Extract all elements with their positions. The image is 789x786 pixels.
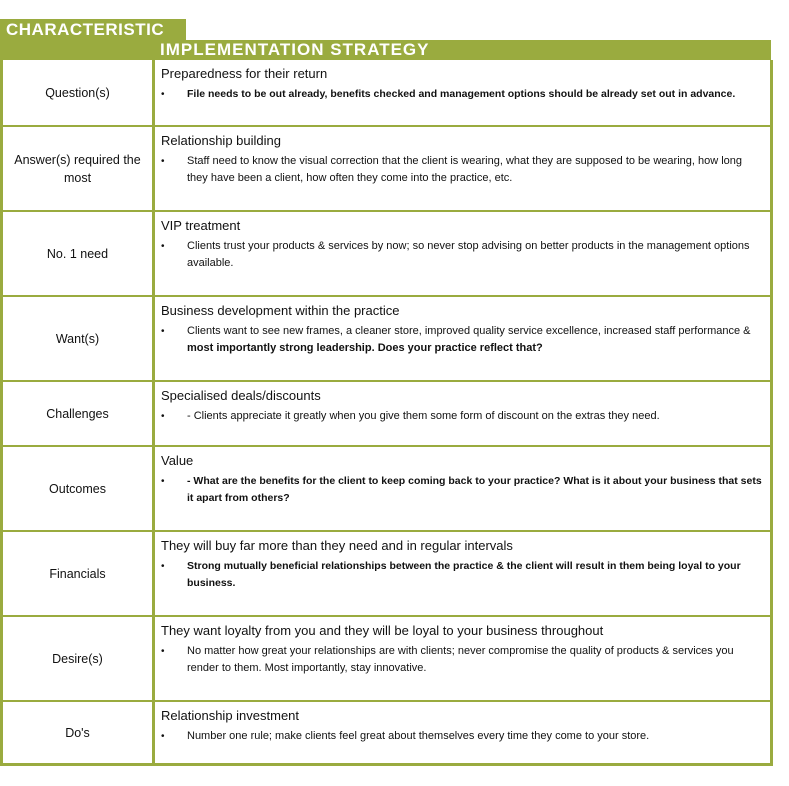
strategy-table bbox=[0, 60, 773, 766]
table-row bbox=[3, 445, 770, 530]
row-label: Outcomes bbox=[3, 447, 155, 530]
table-row bbox=[3, 615, 770, 700]
row-label: Question(s) bbox=[3, 60, 155, 125]
row-title: Preparedness for their return bbox=[161, 66, 328, 81]
row-content bbox=[155, 702, 770, 763]
table-row bbox=[3, 295, 770, 380]
row-content bbox=[155, 617, 770, 700]
row-label: Challenges bbox=[3, 382, 155, 445]
table-row bbox=[3, 530, 770, 615]
bullet-item bbox=[161, 86, 764, 103]
bullet-icon: • bbox=[161, 646, 165, 657]
table-row bbox=[3, 380, 770, 445]
row-label: Want(s) bbox=[3, 297, 155, 380]
bullet-text: - Clients appreciate it greatly when you give them some form of discount on the extras they need. bbox=[187, 410, 660, 422]
row-content bbox=[155, 297, 770, 380]
table-row bbox=[3, 210, 770, 295]
row-title: They want loyalty from you and they will be loyal to your business throughout bbox=[161, 623, 604, 638]
bullet-text: Number one rule; make clients feel great about themselves every time they come to your store. bbox=[187, 730, 650, 742]
bullet-icon: • bbox=[161, 156, 165, 167]
row-label: Financials bbox=[3, 532, 155, 615]
row-content bbox=[155, 127, 770, 210]
bullet-icon: • bbox=[161, 731, 165, 742]
row-title: Value bbox=[161, 453, 194, 468]
bullet-icon: • bbox=[161, 89, 165, 100]
bullet-text: Staff need to know the visual correction that the client is wearing, what they are supposed to be wearing, how long they have been a client, how often they come into the practice, etc. bbox=[187, 155, 743, 184]
row-content bbox=[155, 382, 770, 445]
bullet-text-regular: Clients want to see new frames, a cleaner store, improved quality service excellence, increased staff performance & bbox=[187, 325, 751, 337]
bullet-item bbox=[161, 238, 764, 272]
bullet-item bbox=[161, 408, 764, 425]
characteristic-header: CHARACTERISTIC bbox=[0, 19, 186, 40]
row-label: Desire(s) bbox=[3, 617, 155, 700]
row-title: Relationship investment bbox=[161, 708, 300, 723]
bullet-text: Strong mutually beneficial relationships between the practice & the client will result in them being loyal to your business. bbox=[187, 560, 741, 589]
row-title: They will buy far more than they need and in regular intervals bbox=[161, 538, 513, 553]
bullet-icon: • bbox=[161, 561, 165, 572]
bullet-text: File needs to be out already, benefits checked and management options should be already set out in advance. bbox=[187, 88, 736, 100]
table-row bbox=[3, 700, 770, 763]
bullet-icon: • bbox=[161, 411, 165, 422]
bullet-text bbox=[187, 323, 764, 357]
row-content bbox=[155, 212, 770, 295]
bullet-text: Clients trust your products & services by now; so never stop advising on better products in the management options available. bbox=[187, 240, 750, 269]
bullet-icon: • bbox=[161, 326, 165, 337]
row-title: Relationship building bbox=[161, 133, 281, 148]
bullet-item bbox=[161, 153, 764, 187]
bullet-text: - What are the benefits for the client to keep coming back to your practice? What is it about your business that sets it apart from others? bbox=[187, 475, 762, 504]
bullet-text: No matter how great your relationships are with clients; never compromise the quality of products & services you render to them. Most importantly, stay innovative. bbox=[187, 645, 734, 674]
implementation-strategy-header: IMPLEMENTATION STRATEGY bbox=[0, 40, 771, 60]
bullet-item bbox=[161, 473, 764, 507]
bullet-icon: • bbox=[161, 241, 165, 252]
table-row bbox=[3, 60, 770, 125]
table-row bbox=[3, 125, 770, 210]
row-label: No. 1 need bbox=[3, 212, 155, 295]
bullet-item bbox=[161, 323, 764, 357]
bullet-item bbox=[161, 558, 764, 592]
row-title: Business development within the practice bbox=[161, 303, 400, 318]
bullet-text-bold: most importantly strong leadership. Does your practice reflect that? bbox=[187, 342, 543, 354]
bullet-item bbox=[161, 728, 764, 745]
bullet-icon: • bbox=[161, 476, 165, 487]
row-label: Do's bbox=[3, 702, 155, 763]
row-content bbox=[155, 532, 770, 615]
row-title: VIP treatment bbox=[161, 218, 241, 233]
row-content bbox=[155, 447, 770, 530]
row-label: Answer(s) required the most bbox=[3, 127, 155, 210]
row-content bbox=[155, 60, 770, 125]
row-title: Specialised deals/discounts bbox=[161, 388, 321, 403]
bullet-item bbox=[161, 643, 764, 677]
